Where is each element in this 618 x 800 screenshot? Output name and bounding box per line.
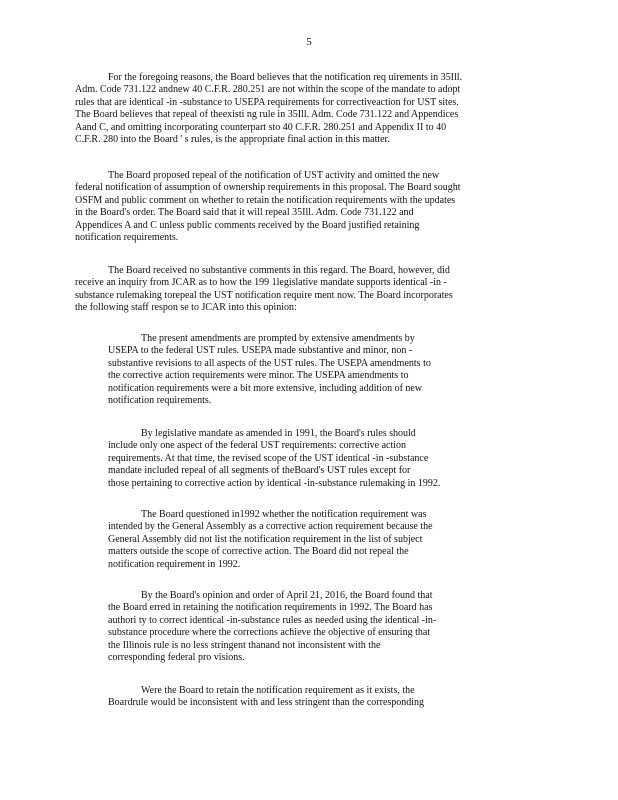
text-line: The Board believes that repeal of theexisti ng rule in 35Ill. Adm. Code 731.122 and Appendices <box>75 109 459 121</box>
paragraph-3 <box>75 265 520 315</box>
text-line: the corrective action requirements were minor. The USEPA amendments to <box>108 370 409 382</box>
text-line: The Board questioned in1992 whether the notification requirement was <box>141 509 427 520</box>
block-quote-5 <box>108 685 502 710</box>
text-line: The Board proposed repeal of the notification of UST activity and omitted the new <box>108 170 440 181</box>
text-line: OSFM and public comment on whether to retain the notification requirements with the updates <box>75 194 456 206</box>
text-line: mandate included repeal of all segments of theBoard's UST rules except for <box>108 465 411 477</box>
text-line: Adm. Code 731.122 andnew 40 C.F.R. 280.251 are not within the scope of the mandate to adopt <box>75 84 461 96</box>
text-line: those pertaining to corrective action by identical -in-substance rulemaking in 1992. <box>108 477 441 489</box>
page-number: 5 <box>306 36 312 48</box>
paragraph-2 <box>75 170 520 244</box>
text-line: The present amendments are prompted by extensive amendments by <box>141 333 415 344</box>
text-line: rules that are identical -in -substance to USEPA requirements for correctiveaction for UST sites. <box>75 96 459 108</box>
text-line: authori ty to correct identical -in-substance rules as needed using the identical -in- <box>108 614 437 626</box>
block-quote-3 <box>108 509 502 571</box>
text-line: Were the Board to retain the notification requirement as it exists, the <box>141 685 415 696</box>
text-line: By legislative mandate as amended in 1991, the Board's rules should <box>141 428 416 439</box>
text-line: matters outside the scope of corrective action. The Board did not repeal the <box>108 546 409 558</box>
text-line: requirements. At that time, the revised scope of the UST identical -in -substance <box>108 452 429 464</box>
text-line: notification requirement in 1992. <box>108 558 241 570</box>
paragraph-1 <box>75 72 520 146</box>
text-line: substance rulemaking torepeal the UST notification require ment now. The Board incorporates <box>75 289 453 301</box>
text-line: substance procedure where the corrections achieve the objective of ensuring that <box>108 627 431 639</box>
text-line: notification requirements were a bit more extensive, including addition of new <box>108 382 423 394</box>
text-line: The Board received no substantive comments in this regard. The Board, however, did <box>108 265 450 276</box>
text-line: in the Board's order. The Board said that it will repeal 35Ill. Adm. Code 731.122 and <box>75 207 414 219</box>
text-line: C.F.R. 280 into the Board ' s rules, is the appropriate final action in this matter. <box>75 134 390 146</box>
text-line: For the foregoing reasons, the Board believes that the notification req uirements in 35Ill. <box>108 72 463 83</box>
text-line: the Board erred in retaining the notification requirements in 1992. The Board has <box>108 602 433 614</box>
text-line: notification requirements. <box>75 232 179 244</box>
block-quote-1 <box>108 333 502 407</box>
text-line: the following staff respon se to JCAR into this opinion: <box>75 302 297 314</box>
block-quote-2 <box>108 428 502 490</box>
text-line: Appendices A and C unless public comments received by the Board justified retaining <box>75 219 420 231</box>
text-line: the Illinois rule is no less stringent thanand not inconsistent with the <box>108 639 381 651</box>
text-line: USEPA to the federal UST rules. USEPA made substantive and minor, non - <box>108 345 413 357</box>
text-line: Aand C, and omitting incorporating counterpart sto 40 C.F.R. 280.251 and Appendix II to 40 <box>75 121 447 133</box>
text-line: General Assembly did not list the notification requirement in the list of subject <box>108 533 423 545</box>
text-line: Boardrule would be inconsistent with and less stringent than the corresponding <box>108 697 425 709</box>
text-line: include only one aspect of the federal UST requirements: corrective action <box>108 440 407 452</box>
text-line: corresponding federal pro visions. <box>108 652 245 664</box>
text-line: federal notification of assumption of ownership requirements in this proposal. The Board sought <box>75 182 461 194</box>
block-quote-4 <box>108 590 502 664</box>
text-line: intended by the General Assembly as a corrective action requirement because the <box>108 521 433 533</box>
text-line: receive an inquiry from JCAR as to how the 199 1legislative mandate supports identical -in - <box>75 277 447 289</box>
text-line: substantive revisions to all aspects of the UST rules. The USEPA amendments to <box>108 357 431 369</box>
text-line: By the Board's opinion and order of April 21, 2016, the Board found that <box>141 590 433 601</box>
text-line: notification requirements. <box>108 395 212 407</box>
